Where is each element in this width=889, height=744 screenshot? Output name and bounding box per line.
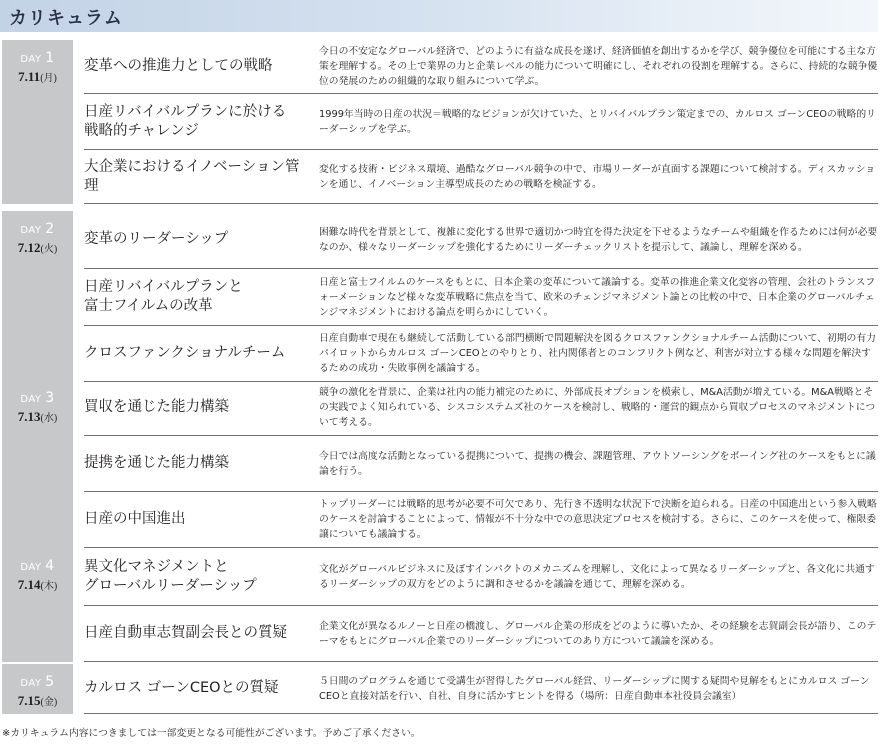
day-number: 2 xyxy=(45,221,55,237)
day-label xyxy=(2,222,73,238)
session-row xyxy=(84,94,878,150)
session-title: 日産リバイバルプランに於ける 戦略的チャレンジ xyxy=(84,103,287,139)
session-title: 変革への推進力としての戦略 xyxy=(84,58,273,74)
session-description-text: 今日では高度な活動となっている提携について、提携の機会、課題管理、アウトソーシングをボーイング社のケースをもとに議論を行う。 xyxy=(319,450,876,477)
footnote: ※カリキュラム内容につきましては一部変更となる可能性がございます。予めご了承ください。 xyxy=(2,728,421,739)
day-label xyxy=(2,51,73,67)
weekday-text: (金) xyxy=(40,697,58,708)
session-row xyxy=(84,269,878,326)
day-column xyxy=(2,40,73,204)
session-row xyxy=(84,548,878,606)
session-row xyxy=(84,606,878,662)
day-number: 4 xyxy=(45,558,55,574)
day-word: DAY xyxy=(20,394,42,405)
session-title: クロスファンクショナルチーム xyxy=(84,345,286,361)
weekday-text: (月) xyxy=(40,73,57,84)
day-word: DAY xyxy=(20,678,42,689)
session-row xyxy=(84,40,878,94)
day-label xyxy=(2,675,73,691)
session-description-text: 企業文化が異なるルノーと日産の橋渡し、グローバル企業の形成をどのように導いたか、その経験を志賀副会長が語り、このテーマをもとにグローバル企業でのリーダーシップについてのあり方について議論を深める。 xyxy=(319,620,877,647)
day-column xyxy=(2,211,73,382)
day-date xyxy=(2,240,73,258)
session-description xyxy=(319,548,878,605)
session-title: 日産の中国進出 xyxy=(84,511,186,527)
date-text: 7.12 xyxy=(17,240,41,255)
day-column xyxy=(2,664,73,714)
day-block xyxy=(2,380,878,548)
date-text: 7.13 xyxy=(17,409,41,424)
session-description-text: 困難な時代を背景として、複雑に変化する世界で適切かつ時宜を得た決定を下せるようなチームや組織を作るためには何が必要なのか、様々なリーダーシップを強化するためにリーダーチェックリストを提示して、議論し、理解を深める。 xyxy=(319,226,878,253)
day-block xyxy=(2,548,878,662)
session-row xyxy=(84,664,878,714)
session-description-text: 日産と富士フイルムのケースをもとに、日本企業の変革について議論する。変革の推進企業文化変容の管理、会社のトランスフォーメーションなど様々な変革戦略に焦点を当て、欧米のチェンジマネジメント論との比較の中で、日本企業のグローバルチェンジマネジメントにおける論点を明らかにしていく。 xyxy=(319,276,876,318)
session-row xyxy=(84,211,878,269)
session-description xyxy=(319,380,878,435)
day-word: DAY xyxy=(20,225,42,236)
session-title: 異文化マネジメントと グローバルリーダーシップ xyxy=(84,558,257,594)
session-row xyxy=(84,436,878,492)
session-title: 日産リバイバルプランと 富士フイルムの改革 xyxy=(84,279,243,314)
day-date xyxy=(2,409,73,427)
weekday-text: (火) xyxy=(40,244,58,255)
day-column xyxy=(2,380,73,548)
session-title: 日産自動車志賀副会長との質疑 xyxy=(84,625,287,641)
day-column xyxy=(2,548,73,662)
day-date xyxy=(2,577,73,595)
session-description xyxy=(319,492,878,547)
session-description xyxy=(319,664,878,713)
session-description-text: 日産自動車で現在も継続して活動している部門横断で問題解決を図るクロスファンクショナルチーム活動について、初期の有力パイロットからカルロス ゴーンCEOとのやりとり、社内関係者とのコンフリクト例など、利害が対立する様々な問題を解決するための成功・失敗事例を議論する。 xyxy=(319,333,876,374)
session-description-text: トップリーダーには戦略的思考が必要不可欠であり、先行き不透明な状況下で決断を迫られる。日産の中国進出という参入戦略のケースを討論することによって、情報が不十分な中での意思決定プロセスを検討する。さらに、このケースを使って、権限委譲についても議論する。 xyxy=(319,499,877,540)
session-title: カルロス ゴーンCEOとの質疑 xyxy=(84,680,279,696)
date-text: 7.15 xyxy=(17,693,41,708)
session-description-text: 文化がグローバルビジネスに及ぼすインパクトのメカニズムを理解し、文化によって異なるリーダーシップと、各文化に共通するリーダーシップの双方をどのように調和させるかを議論を通じて、理解を深める。 xyxy=(319,563,875,590)
session-title: 提携を通じた能力構築 xyxy=(84,455,229,471)
day-date xyxy=(2,69,73,87)
session-title: 変革のリーダーシップ xyxy=(84,231,229,247)
session-description xyxy=(319,94,878,149)
session-description xyxy=(319,211,878,268)
session-description-text: 今日の不安定なグローバル経済で、どのように有益な成長を遂げ、経済価値を創出するかを学び、競争優位を可能にする主な方策を理解する。その上で業界の力と企業レベルの能力について明確にし、それぞれの役割を理解する。さらに、持続的な競争優位の発展のための組織的な取り組みについて学ぶ。 xyxy=(319,46,878,87)
weekday-text: (水) xyxy=(40,413,58,424)
day-word: DAY xyxy=(20,54,42,65)
day-label xyxy=(2,391,73,407)
session-description-text: 変化する技術・ビジネス環境、過酷なグローバル競争の中で、市場リーダーが直面する課題について検討する。ディスカッションを通じ、イノベーション主導型成長のための戦略を検証する。 xyxy=(319,163,876,190)
session-title: 買収を通じた能力構築 xyxy=(84,399,229,415)
session-row xyxy=(84,150,878,204)
session-description xyxy=(319,606,878,661)
date-text: 7.14 xyxy=(17,577,41,592)
session-description xyxy=(319,269,878,325)
session-description-text: ５日間のプログラムを通じて受講生が習得したグローバル経営、リーダーシップに関する疑問や見解をもとにカルロス ゴーンCEOと直接対話を行い、自社、自身に活かすヒントを得る（場所：日産自動車本社役員会議室） xyxy=(319,675,870,702)
session-description xyxy=(319,326,878,381)
day-block xyxy=(2,664,878,714)
page-title: カリキュラム xyxy=(9,8,123,29)
session-description xyxy=(319,40,878,93)
day-block xyxy=(2,40,878,204)
weekday-text: (木) xyxy=(40,581,58,592)
session-description xyxy=(319,436,878,491)
day-block xyxy=(2,211,878,382)
session-description-text: 1999年当時の日産の状況＝戦略的なビジョンが欠けていた、とリバイバルプラン策定までの、カルロス ゴーンCEOの戦略的リーダーシップを学ぶ。 xyxy=(319,108,876,135)
day-number: 5 xyxy=(45,674,55,690)
date-text: 7.11 xyxy=(18,69,41,84)
day-number: 1 xyxy=(45,50,55,66)
day-number: 3 xyxy=(45,390,55,406)
curriculum-header xyxy=(0,0,878,32)
session-row xyxy=(84,380,878,436)
day-label xyxy=(2,559,73,575)
session-row xyxy=(84,326,878,382)
session-description xyxy=(319,150,878,203)
day-word: DAY xyxy=(20,562,42,573)
session-title: 大企業におけるイノベーション管理 xyxy=(84,158,300,194)
session-row xyxy=(84,492,878,548)
day-date xyxy=(2,693,73,711)
session-description-text: 競争の激化を背景に、企業は社内の能力補完のために、外部成長オプションを模索し、M&A活動が増えている。M&A戦略とその実践でよく知られている、シスコシステムズ社のケースを検討し、戦略的・運営的観点から買収プロセスのマネジメントについて考える。 xyxy=(319,387,876,428)
